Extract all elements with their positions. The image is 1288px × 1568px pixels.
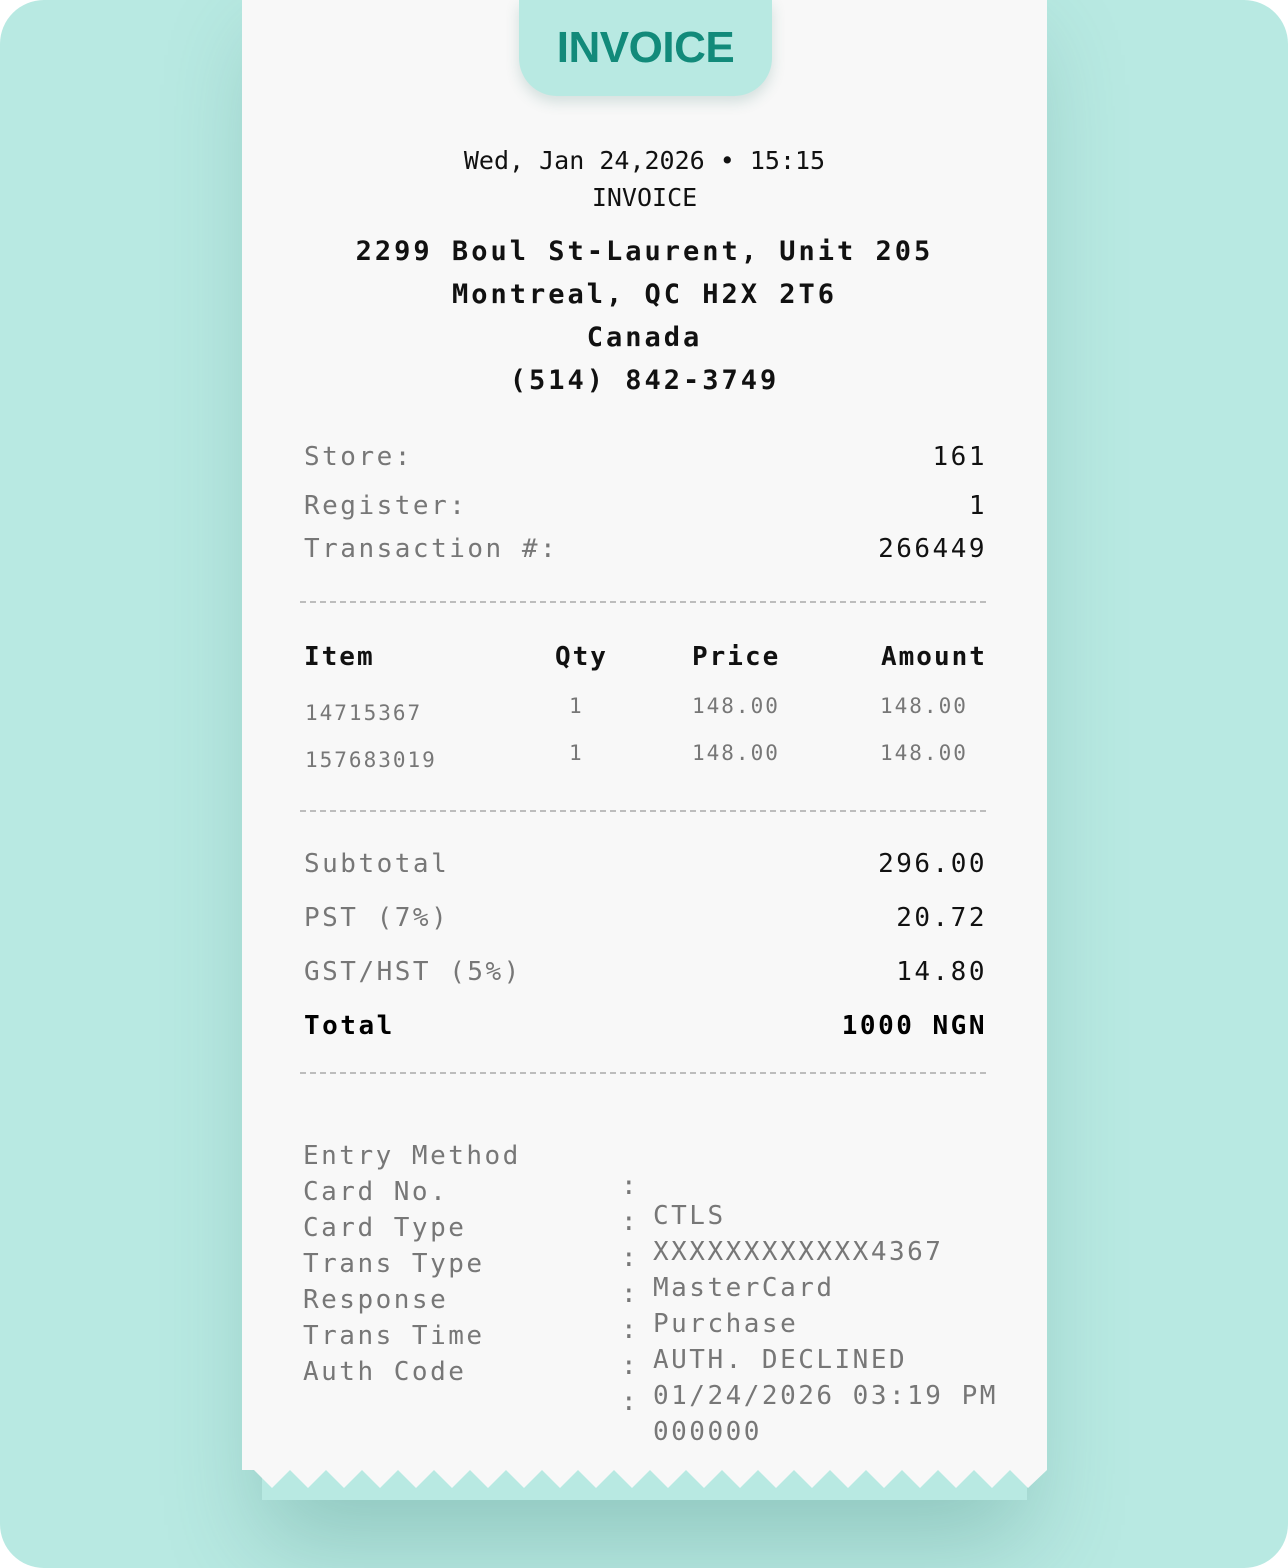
payment-separator: : [621, 1315, 640, 1345]
transaction-value: 266449 [878, 534, 987, 564]
register-value: 1 [968, 491, 987, 521]
payment-separator: : [621, 1351, 640, 1381]
payment-value: 000000 [653, 1417, 762, 1447]
payment-label: Card No. [303, 1177, 449, 1207]
total-row [304, 1011, 987, 1041]
total-label: Total [304, 1011, 395, 1041]
payment-separator: : [621, 1387, 640, 1417]
invoice-badge [519, 0, 772, 96]
line-item-price: 148.00 [692, 741, 780, 765]
gst-label: GST/HST (5%) [304, 957, 522, 987]
address-line-2: Montreal, QC H2X 2T6 [451, 279, 838, 310]
receipt-datetime: Wed, Jan 24,2026 • 15:15 [463, 146, 826, 175]
dashed-divider [300, 1072, 986, 1074]
line-item-sku: 14715367 [305, 701, 423, 725]
line-item-qty: 1 [569, 694, 584, 718]
transaction-label: Transaction #: [304, 534, 559, 564]
address-line-1: 2299 Boul St-Laurent, Unit 205 [355, 236, 934, 267]
payment-separator: : [621, 1207, 640, 1237]
register-row [304, 491, 987, 521]
line-item-sku: 157683019 [305, 748, 437, 772]
dashed-divider [300, 810, 986, 812]
transaction-row [304, 534, 987, 564]
payment-separator: : [621, 1279, 640, 1309]
line-item-amount: 148.00 [880, 741, 968, 765]
address-country: Canada [586, 322, 703, 353]
payment-value: XXXXXXXXXXXX4367 [653, 1237, 944, 1267]
pst-row [304, 903, 987, 933]
column-header-price: Price [692, 642, 781, 672]
gst-row [304, 957, 987, 987]
payment-label: Trans Time [303, 1321, 485, 1351]
subtotal-value: 296.00 [878, 849, 987, 879]
line-item-amount: 148.00 [880, 694, 968, 718]
line-item-price: 148.00 [692, 694, 780, 718]
payment-value: Purchase [653, 1309, 799, 1339]
payment-value: CTLS [653, 1201, 726, 1231]
payment-label: Auth Code [303, 1357, 467, 1387]
register-label: Register: [304, 491, 468, 521]
pst-value: 20.72 [896, 903, 987, 933]
payment-value: 01/24/2026 03:19 PM [653, 1381, 998, 1411]
line-item-qty: 1 [569, 741, 584, 765]
payment-label: Entry Method [303, 1141, 521, 1171]
gst-value: 14.80 [896, 957, 987, 987]
payment-label: Card Type [303, 1213, 467, 1243]
payment-value: MasterCard [653, 1273, 835, 1303]
invoice-badge-title: INVOICE [556, 23, 735, 72]
subtotal-label: Subtotal [304, 849, 450, 879]
store-label: Store: [304, 442, 413, 472]
payment-label: Response [303, 1285, 449, 1315]
column-header-item: Item [304, 642, 375, 672]
column-header-amount: Amount [881, 642, 987, 672]
column-header-qty: Qty [555, 642, 608, 672]
store-phone: (514) 842-3749 [509, 365, 780, 396]
store-row [304, 442, 987, 472]
store-value: 161 [932, 442, 987, 472]
pst-label: PST (7%) [304, 903, 450, 933]
total-value: 1000 NGN [841, 1011, 987, 1041]
payment-separator: : [621, 1243, 640, 1273]
payment-separator: : [621, 1171, 640, 1201]
receipt-subtitle: INVOICE [591, 183, 698, 212]
dashed-divider [300, 601, 986, 603]
payment-label: Trans Type [303, 1249, 485, 1279]
subtotal-row [304, 849, 987, 879]
payment-value: AUTH. DECLINED [653, 1345, 908, 1375]
